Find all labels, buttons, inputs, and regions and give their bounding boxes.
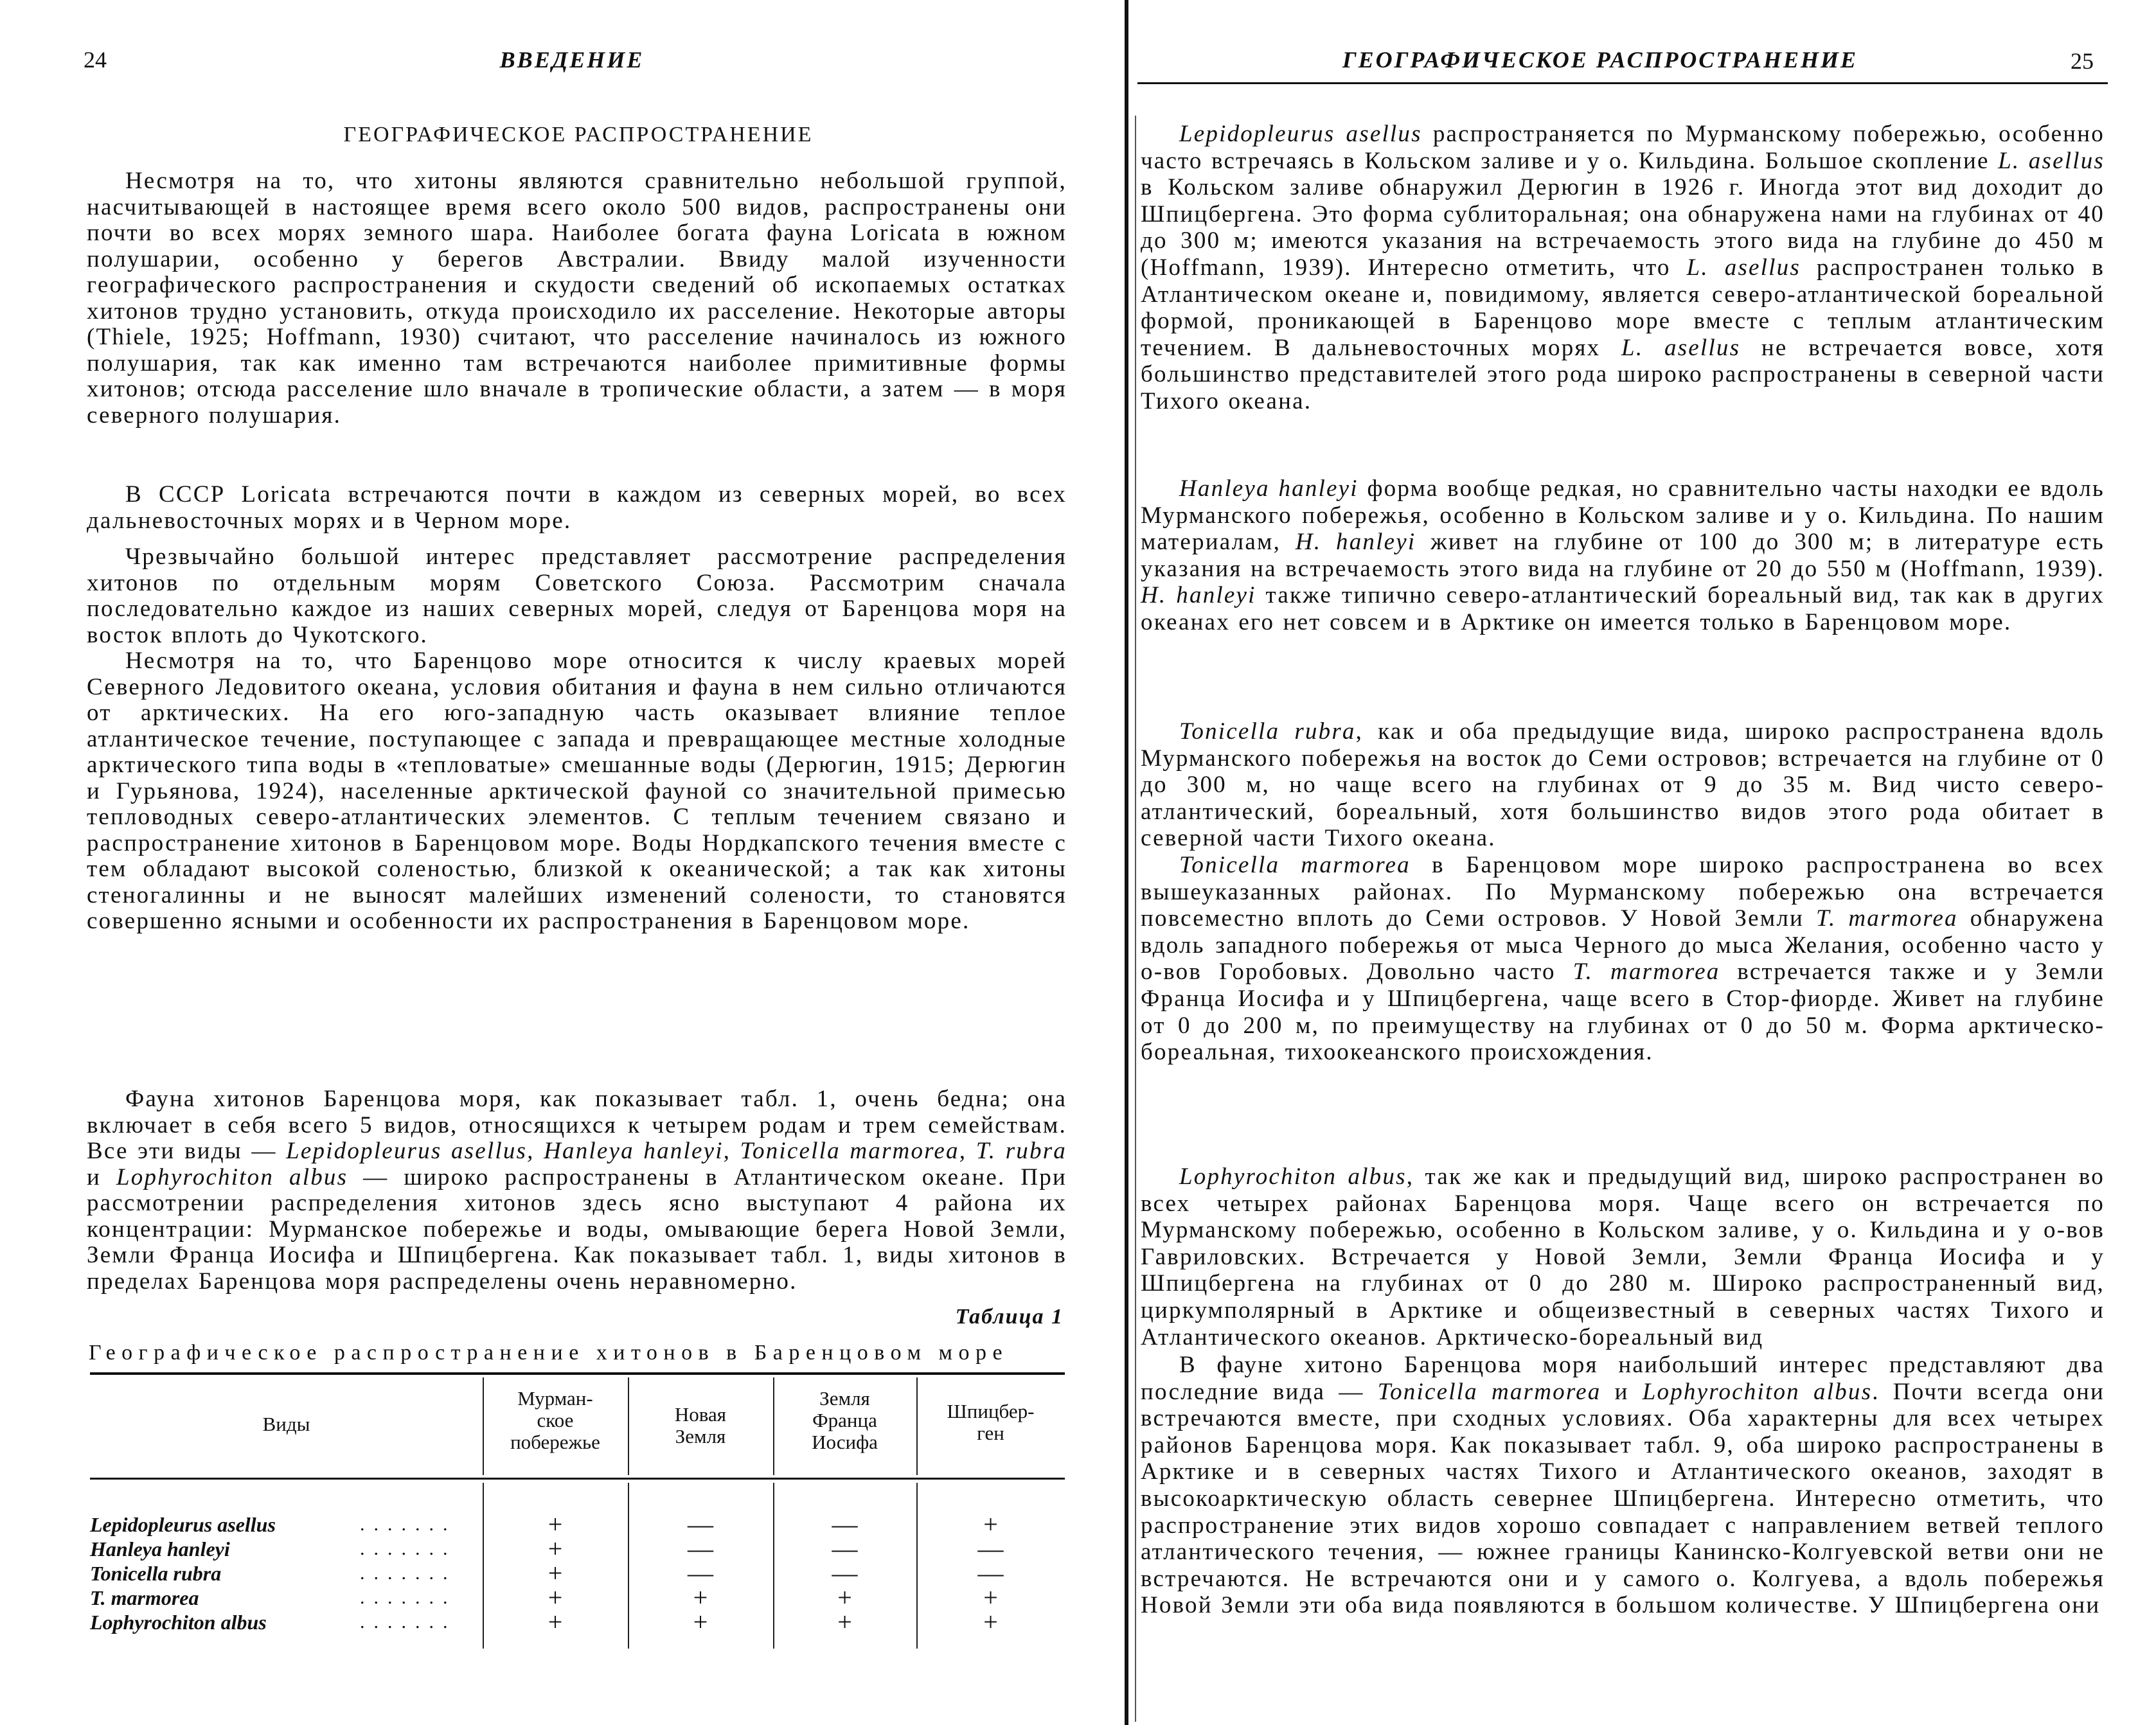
right-paragraphs (1141, 121, 2105, 1619)
left-paragraph (87, 648, 1067, 1086)
table-label: Таблица 1 (955, 1305, 1064, 1329)
species-cell: Lepidopleurus asellus (90, 1513, 276, 1536)
species-name: Lepidopleurus asellus, Hanleya hanleyi, Tonicella marmorea, T. rubra (286, 1138, 1067, 1164)
species-name: T. marmorea (1572, 959, 1720, 986)
left-paragraph (87, 1086, 1067, 1304)
presence-mark: + (548, 1583, 563, 1612)
left-page-column (0, 122, 1092, 1655)
text-run: , как и оба предыдущие вида, широко распространена вдоль Мурманского побережья на восток до Семи островов; встречается на глубине от 0 до 300 м, но чаще всего на глубинах от 9 до 35 м. Вид чисто северо-атлантический, бореальный, хотя большинство видов этого рода обитает в северной части Тихого океана. (1141, 718, 2105, 852)
species-name: Lepidopleurus asellus (1179, 121, 1422, 147)
table-header-rule (90, 1478, 1065, 1480)
text-run: . Почти всегда они встречаются вместе, при сходных условиях. Оба характерны для всех четырех районов Баренцова моря. Как показывает табл. 9, оба широко распространены в Арктике и в северных частях Тихого и Атлантического океанов, заходят в высокоарктическую область севернее Шпицбергена. Интересно отметить, что распространение этих видов хорошо совпадает с направлением ветвей теплого атлантического течения, — южнее границы Канинско-Колгуевской ветви они не встречаются. Не встречаются они и у самого о. Колгуева, а вдоль побережья Новой Земли эти оба вида появляются в большом количестве. У Шпицбергена они (1141, 1378, 2105, 1619)
column-header: Мурман- ское побережье (510, 1387, 600, 1453)
text-run: встречается также и у Земли Франца Иосифа и у Шпицбергена, чаще всего в Стор-фиорде. Живет на глубине от 0 до 200 м, по преимуществу на глубинах от 0 до 50 м. Форма арктическо-бореальная, тихоокеанского происхождения. (1141, 959, 2105, 1066)
right-paragraph (1141, 1352, 2105, 1619)
right-paragraph (1141, 852, 2105, 1163)
right-page-column (1141, 121, 2105, 1619)
text-run: не встречается вовсе, хотя большинство представителей этого рода широко распространены в северной части Тихого океана. (1141, 334, 2105, 414)
species-name: Hanleya hanleyi (1179, 475, 1359, 502)
species-cell: T. marmorea (90, 1586, 199, 1609)
text-run: в Баренцовом море широко распространена во всех вышеуказанных районах. По Мурманскому побережью она встречается повсеместно вплоть до Семи островов. У Новой Земли (1141, 851, 2105, 932)
right-page-number: 25 (2071, 48, 2094, 74)
text-run: В фауне хитоно Баренцова моря наибольший интерес представляют два последние вида — (1141, 1351, 2105, 1405)
leader-dots: ....... (360, 1562, 457, 1584)
table-top-rule (90, 1372, 1065, 1375)
species-name: T. marmorea (1815, 905, 1958, 932)
species-name: L. asellus (1621, 334, 1741, 361)
text-run: распространен только в Атлантическом океане и, повидимому, является северо-атлантической бореальной формой, проникающей в Баренцово море вместе с теплым атлантическим течением. В дальневосточных морях (1141, 254, 2105, 361)
leader-dots: ....... (360, 1514, 457, 1535)
species-name: Tonicella marmorea (1179, 851, 1411, 878)
left-paragraph (87, 482, 1067, 544)
species-name: Tonicella marmorea (1377, 1378, 1601, 1405)
absence-mark: — (688, 1534, 713, 1563)
section-title: ГЕОГРАФИЧЕСКОЕ РАСПРОСТРАНЕНИЕ (343, 123, 814, 146)
species-name: H. hanleyi (1141, 582, 1256, 609)
left-paragraph (87, 544, 1067, 648)
text-run: обнаружена вдоль западного побережья от мыса Черного до мыса Желания, особенно часто у о-вов Горобовых. Довольно часто (1141, 905, 2105, 986)
presence-mark: + (693, 1583, 708, 1612)
column-header: Шпицбер- ген (947, 1400, 1035, 1444)
column-header: Виды (262, 1413, 310, 1435)
text-run: Несмотря на то, что хитоны являются сравнительно небольшой группой, насчитывающей в настоящее время всего около 500 видов, распространены они почти во всех морях земного шара. Наиболее богата фауна Loricata в южном полушарии, особенно у берегов Австралии. Ввиду малой изученности географического распространения и скудости сведений об ископаемых остатках хитонов трудно установить, откуда происходило их расселение. Некоторые авторы (Thiele, 1925; Hoffmann, 1930) считают, что расселение начиналось из южного полушария, так как именно там встречаются наиболее примитивные формы хитонов; отсюда расселение шло вначале в тропические области, а затем — в моря северного полушария. (87, 168, 1067, 429)
column-divider (483, 1483, 484, 1649)
text-run: В СССР Loricata встречаются почти в каждом из северных морей, во всех дальневосточных морях и в Черном море. (87, 481, 1067, 534)
leader-dots: ....... (360, 1538, 457, 1559)
absence-mark: — (688, 1510, 713, 1539)
absence-mark: — (832, 1534, 858, 1563)
absence-mark: — (832, 1559, 858, 1588)
left-running-head: ВВЕДЕНИЕ (499, 47, 645, 73)
text-run: также типично северо-атлантический бореальный вид, так как в других океанах его нет совсем и в Арктике он имеется только в Баренцовом море. (1141, 582, 2105, 635)
species-cell: Lophyrochiton albus (90, 1611, 267, 1634)
column-divider (773, 1483, 774, 1649)
text-run: Чрезвычайно большой интерес представляет рассмотрение распределения хитонов по отдельным морям Советского Союза. Рассмотрим сначала последовательно каждое из наших северных морей, следуя от Баренцова моря на восток вплоть до Чукотского. (87, 544, 1067, 648)
text-run: живет на глубине от 100 до 300 м; в литературе есть указания на встречаемость этого вида на глубине от 20 до 550 м (Hoffmann, 1939). (1141, 529, 2105, 582)
page-edge-line (1135, 116, 1136, 1722)
absence-mark: — (832, 1510, 858, 1539)
page-gutter (1125, 0, 1128, 1725)
presence-mark: + (983, 1607, 998, 1636)
species-name: Lophyrochiton albus (116, 1163, 348, 1190)
text-run: распространяется по Мурманскому побережью, особенно часто встречаясь в Кольском заливе и у о. Кильдина. Большое скопление (1141, 121, 2105, 174)
presence-mark: + (548, 1559, 563, 1588)
presence-mark: + (548, 1534, 563, 1563)
text-run: и (1601, 1378, 1643, 1405)
presence-mark: + (548, 1607, 563, 1636)
text-run: — широко распространены в Атлантическом океане. При рассмотрении распределения хитонов здесь ясно выступают 4 района их концентрации: Мурманское побережье и воды, омывающие берега Новой Земли, Земли Франца Иосифа и Шпицбергена. Как показывает табл. 1, виды хитонов в пределах Баренцова моря распределены очень неравномерно. (87, 1163, 1067, 1295)
column-header: Новая Земля (674, 1403, 727, 1447)
text-run: и (87, 1163, 116, 1190)
right-paragraph (1141, 1163, 2105, 1352)
column-header: Земля Франца Иосифа (812, 1387, 878, 1453)
species-cell: Tonicella rubra (90, 1562, 222, 1585)
distribution-table (0, 1372, 1092, 1655)
species-name: Lophyrochiton albus (1642, 1378, 1873, 1405)
presence-mark: + (837, 1583, 852, 1612)
presence-mark: + (837, 1607, 852, 1636)
right-paragraph (1141, 718, 2105, 852)
presence-mark: + (983, 1510, 998, 1539)
species-cell: Hanleya hanleyi (90, 1537, 230, 1561)
species-name: H. hanleyi (1295, 529, 1416, 556)
left-page-number: 24 (84, 47, 107, 73)
species-name: Lophyrochiton albus (1179, 1163, 1407, 1190)
right-running-head: ГЕОГРАФИЧЕСКОЕ РАСПРОСТРАНЕНИЕ (1342, 47, 1858, 73)
text-run: в Кольском заливе обнаружил Дерюгин в 1926 г. Иногда этот вид доходит до Шпицбергена. Это форма сублиторальная; она обнаружена нами на глубинах от 40 до 300 м; имеются указания на встречаемость этого вида на глубине до 450 м (Hoffmann, 1939). Интересно отметить, что (1141, 174, 2105, 281)
leader-dots: ....... (360, 1611, 457, 1632)
presence-mark: + (693, 1607, 708, 1636)
text-run: , так же как и предыдущий вид, широко распространен во всех четырех районах Баренцова моря. Чаще всего он встречается по Мурманскому побережью, особенно в Кольском заливе, у о. Кильдина и у о-вов Гавриловских. Встречается у Новой Земли, Земли Франца Иосифа и у Шпицбергена на глубинах от 0 до 280 м. Широко распространенный вид, циркумполярный в Арктике и общеизвестный в северных частях Тихого и Атлантического океанов. Арктическо-бореальный вид (1141, 1163, 2105, 1350)
absence-mark: — (688, 1559, 713, 1588)
right-paragraph (1141, 121, 2105, 475)
text-run: Фауна хитонов Баренцова моря, как показывает табл. 1, очень бедна; она включает в себя всего 5 видов, относящихся к четырем родам и трем семействам. Все эти виды — (87, 1086, 1067, 1164)
presence-mark: + (983, 1583, 998, 1612)
left-paragraph (87, 168, 1067, 482)
species-name: L. asellus (1686, 254, 1801, 281)
text-run: форма вообще редкая, но сравнительно часты находки ее вдоль Мурманского побережья, особенно в Кольском заливе и у о. Кильдина. По нашим материалам, (1141, 475, 2105, 556)
table-title: Географическое распространение хитонов в Баренцовом море (89, 1341, 1009, 1365)
leader-dots: ....... (360, 1587, 457, 1608)
text-run: Несмотря на то, что Баренцово море относится к числу краевых морей Северного Ледовитого океана, условия обитания и фауна в нем сильно отличаются от арктических. На его юго-западную часть оказывает влияние теплое атлантическое течение, поступающее с запада и превращающее местные холодные арктического типа воды в «тепловатые» смешанные воды (Дерюгин, 1915; Дерюгин и Гурьянова, 1924), населенные арктической фауной со значительной примесью тепловодных северо-атлантических элементов. С теплым течением связано и распространение хитонов в Баренцовом море. Воды Нордкапского течения вместе с тем обладают высокой соленостью, близкой к океанической; а так как хитоны стеногалинны и не выносят малейших изменений солености, то становятся совершенно ясными и особенности их распространения в Баренцовом море. (87, 648, 1067, 934)
absence-mark: — (977, 1559, 1004, 1588)
species-name: Tonicella rubra (1179, 718, 1356, 745)
absence-mark: — (977, 1534, 1004, 1563)
column-divider (628, 1483, 629, 1649)
header-rule (1137, 82, 2108, 84)
presence-mark: + (548, 1510, 563, 1539)
left-paragraphs (0, 168, 1092, 1304)
column-divider (916, 1483, 918, 1649)
species-name: L. asellus (1998, 147, 2105, 174)
right-paragraph (1141, 475, 2105, 718)
